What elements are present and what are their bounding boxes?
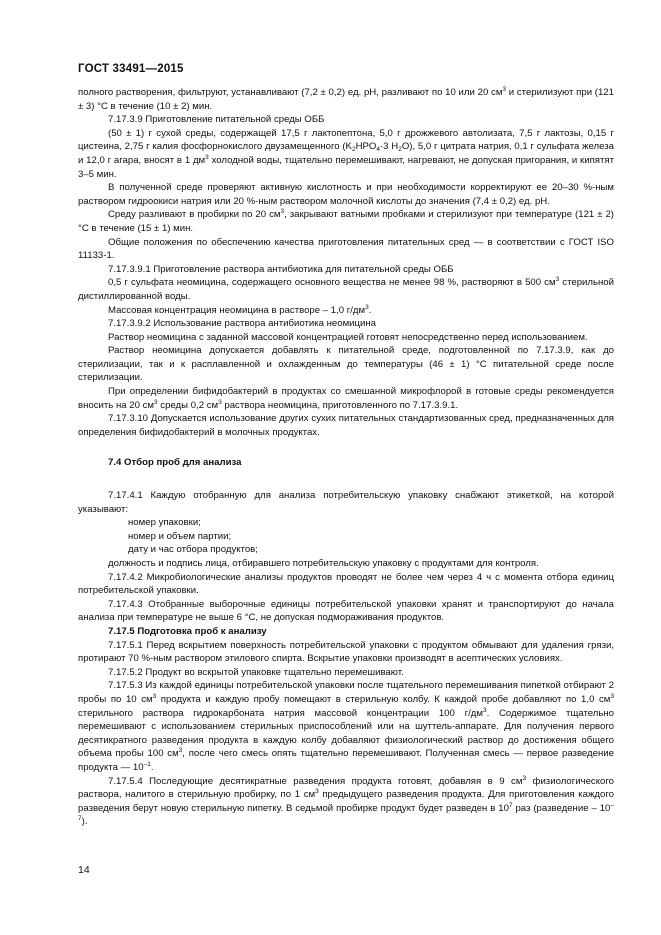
text-run: .: [150, 761, 154, 773]
paragraph: [78, 86, 614, 113]
paragraph: 7.17.3.9 Приготовление питательной среды ОББ: [108, 114, 325, 126]
text-run: продукта и каждую пробу помещают в стерильную колбу. К каждой пробе добавляют по 1,0 см: [156, 693, 611, 705]
text-run: (50 ± 1) г сухой среды, содержащей 17,5 г лактопептона, 5,0 г дрожжевого автолизата, 7,5 г лактозы, 0,15 г цистеина, 2,75 г калия фосфорнокислого двузамещенного (K: [78, 127, 614, 153]
superscript: 7: [508, 801, 513, 809]
superscript: 3: [502, 86, 507, 93]
text-run: , после чего смесь опять тщательно перемешивают. Полученная смесь — первое разведение продукта — 10: [78, 748, 614, 773]
list-item: номер и объем партии;: [128, 530, 232, 542]
paragraph: [78, 208, 614, 235]
paragraph: 7.17.4.3 Отобранные выборочные единицы потребительской упаковки хранят и транспортируют до начала анализа при температуре не выше 6 °С, не допуская подмораживания продуктов.: [78, 598, 614, 624]
text-run: .: [368, 304, 372, 316]
superscript: 3: [365, 303, 369, 311]
list-item: должность и подпись лица, отбиравшего потребительскую упаковку с продуктами для контроля.: [108, 558, 539, 569]
text-run: O), 5,0 г цитрата натрия, 0,1 г сульфата железа и 12,0 г агара, вносят в 1 дм: [78, 141, 615, 166]
paragraph: [78, 679, 614, 774]
superscript: 3: [315, 788, 319, 796]
text-run: раствора неомицина, приготовленного по 7.17.3.9.1.: [221, 399, 459, 411]
superscript: 3: [522, 774, 527, 782]
subscript: 2: [351, 146, 356, 154]
superscript: 3: [280, 208, 285, 216]
text-run: предыдущего разведения продукта. Для приготовления каждого разведения берут новую стерильную пипетку. В седьмой пробирке продукт будет разведен в 10: [78, 789, 614, 814]
list-item: дату и час отбора продуктов;: [128, 544, 258, 556]
paragraph: [78, 127, 614, 181]
superscript: 3: [205, 153, 209, 161]
document-body: [78, 86, 614, 829]
paragraph: 7.17.4.1 Каждую отобранную для анализа потребительскую упаковку снабжают этикеткой, на которой указывают:: [78, 490, 614, 515]
text-run: физиологического раствора, налитого в стерильную пробирку, по 1 см: [78, 775, 614, 801]
text-run: ·3 H: [379, 141, 399, 153]
subscript: 2: [398, 146, 402, 154]
paragraph: [78, 775, 614, 829]
list-item: номер упаковки;: [128, 517, 201, 529]
paragraph: [78, 304, 614, 318]
superscript: 3: [482, 706, 487, 714]
text-run: Среду разливают в пробирки по 20 см: [108, 209, 281, 221]
paragraph: 7.17.4.2 Микробиологические анализы продуктов проводят не более чем через 4 ч с момента отбора единиц потребительской упаковки.: [78, 571, 614, 597]
paragraph: Раствор неомицина с заданной массовой концентрацией готовят непосредственно перед использованием.: [108, 331, 588, 343]
text-run: 7.17.5.3 Из каждой единицы потребительской упаковки после тщательного перемешивания пипеткой отбирают 2 пробы по 10 см: [78, 680, 614, 705]
subscript: 4: [376, 146, 380, 154]
text-run: среды 0,2 см: [157, 399, 219, 411]
superscript: –7: [78, 801, 615, 823]
paragraph: 7.17.5.2 Продукт во вскрытой упаковке тщательно перемешивают.: [108, 666, 404, 678]
paragraph: [78, 385, 614, 412]
text-run: 7.17.5.4 Последующие десятикратные разведения продукта готовят, добавляя в 9 см: [108, 775, 523, 787]
superscript: 3: [610, 692, 614, 700]
text-run: ).: [81, 816, 88, 828]
text-run: Массовая концентрация неомицина в растворе – 1,0 г/дм: [108, 304, 366, 316]
text-run: HPO: [355, 141, 377, 153]
paragraph: В полученной среде проверяют активную кислотность и при необходимости корректируют ее 20–30 %-ным раствором гидроокиси натрия или 20 %-ным раствором молочной кислоты до значения (7,4 ± 0,2) ед. pH.: [78, 182, 614, 207]
paragraph: 7.17.3.9.1 Приготовление раствора антибиотика для питательной среды ОББ: [108, 263, 454, 275]
text-run: полного растворения, фильтруют, устанавливают (7,2 ± 0,2) ед. pH, разливают по 10 или 20 см: [78, 87, 503, 98]
paragraph: Общие положения по обеспечению качества приготовления питательных сред — в соответствии с ГОСТ ISO 11133-1.: [78, 236, 614, 262]
superscript: 3: [218, 398, 222, 406]
superscript: 3: [152, 692, 157, 700]
page-number: 14: [78, 864, 90, 876]
text-run: стерильного раствора гидрокарбоната натрия массовой концентрации 100 г/дм: [78, 707, 483, 719]
paragraph: [78, 276, 614, 303]
section-heading: 7.4 Отбор проб для анализа: [108, 457, 242, 469]
paragraph: Раствор неомицина допускается добавлять к питательной среде, подготовленной по 7.17.3.9, как до стерилизации, так и к расплавленной и охлажденным до температуры (46 ± 1) °С питательной среде после стерилизации.: [78, 345, 614, 384]
text-run: При определении бифидобактерий в продуктах со смешанной микрофлорой в готовые среды рекомендуется вносить на 20 см: [78, 386, 614, 411]
superscript: 3: [555, 276, 560, 284]
text-run: стерильной дистиллированной воды.: [78, 277, 614, 302]
text-run: . Содержимое тщательно перемешивают с использованием стерильных приспособлений или на шуттель-аппарате. Для получения первого десятикратного разведения продукта в каждую колбу добавляют физиологический раствор до достижения общего объема пробы 100 см: [78, 707, 615, 760]
text-run: 0,5 г сульфата неомицина, содержащего основного вещества не менее 98 %, растворяют в 500 см: [108, 277, 556, 289]
document-header: ГОСТ 33491—2015: [78, 63, 184, 75]
superscript: 3: [153, 398, 158, 406]
text-run: и стерилизуют при (121 ± 3) °С в течение (10 ± 2) мин.: [78, 87, 614, 112]
text-run: , закрывают ватными пробками и стерилизуют при температуре (121 ± 2) °С в течение (15 ± 1) мин.: [78, 209, 614, 234]
superscript: 3: [178, 747, 183, 755]
text-run: раз (разведение – 10: [512, 802, 611, 814]
text-run: холодной воды, тщательно перемешивают, нагревают, не допуская пригорания, и кипятят 3–5 мин.: [78, 154, 614, 180]
superscript: –1: [143, 760, 151, 768]
paragraph: 7.17.5.1 Перед вскрытием поверхность потребительской упаковки с продуктом обмывают для удаления грязи, протирают 70 %-ным раствором этилового спирта. Вскрытие упаковки производят в асептических условиях.: [78, 639, 614, 665]
paragraph: 7.17.3.9.2 Использование раствора антибиотика неомицина: [108, 318, 377, 330]
paragraph: 7.17.3.10 Допускается использование других сухих питательных стандартизованных сред, предназначенных для определения бифидобактерий в молочных продуктах.: [78, 413, 614, 438]
subsection-heading: 7.17.5 Подготовка проб к анализу: [108, 625, 267, 637]
